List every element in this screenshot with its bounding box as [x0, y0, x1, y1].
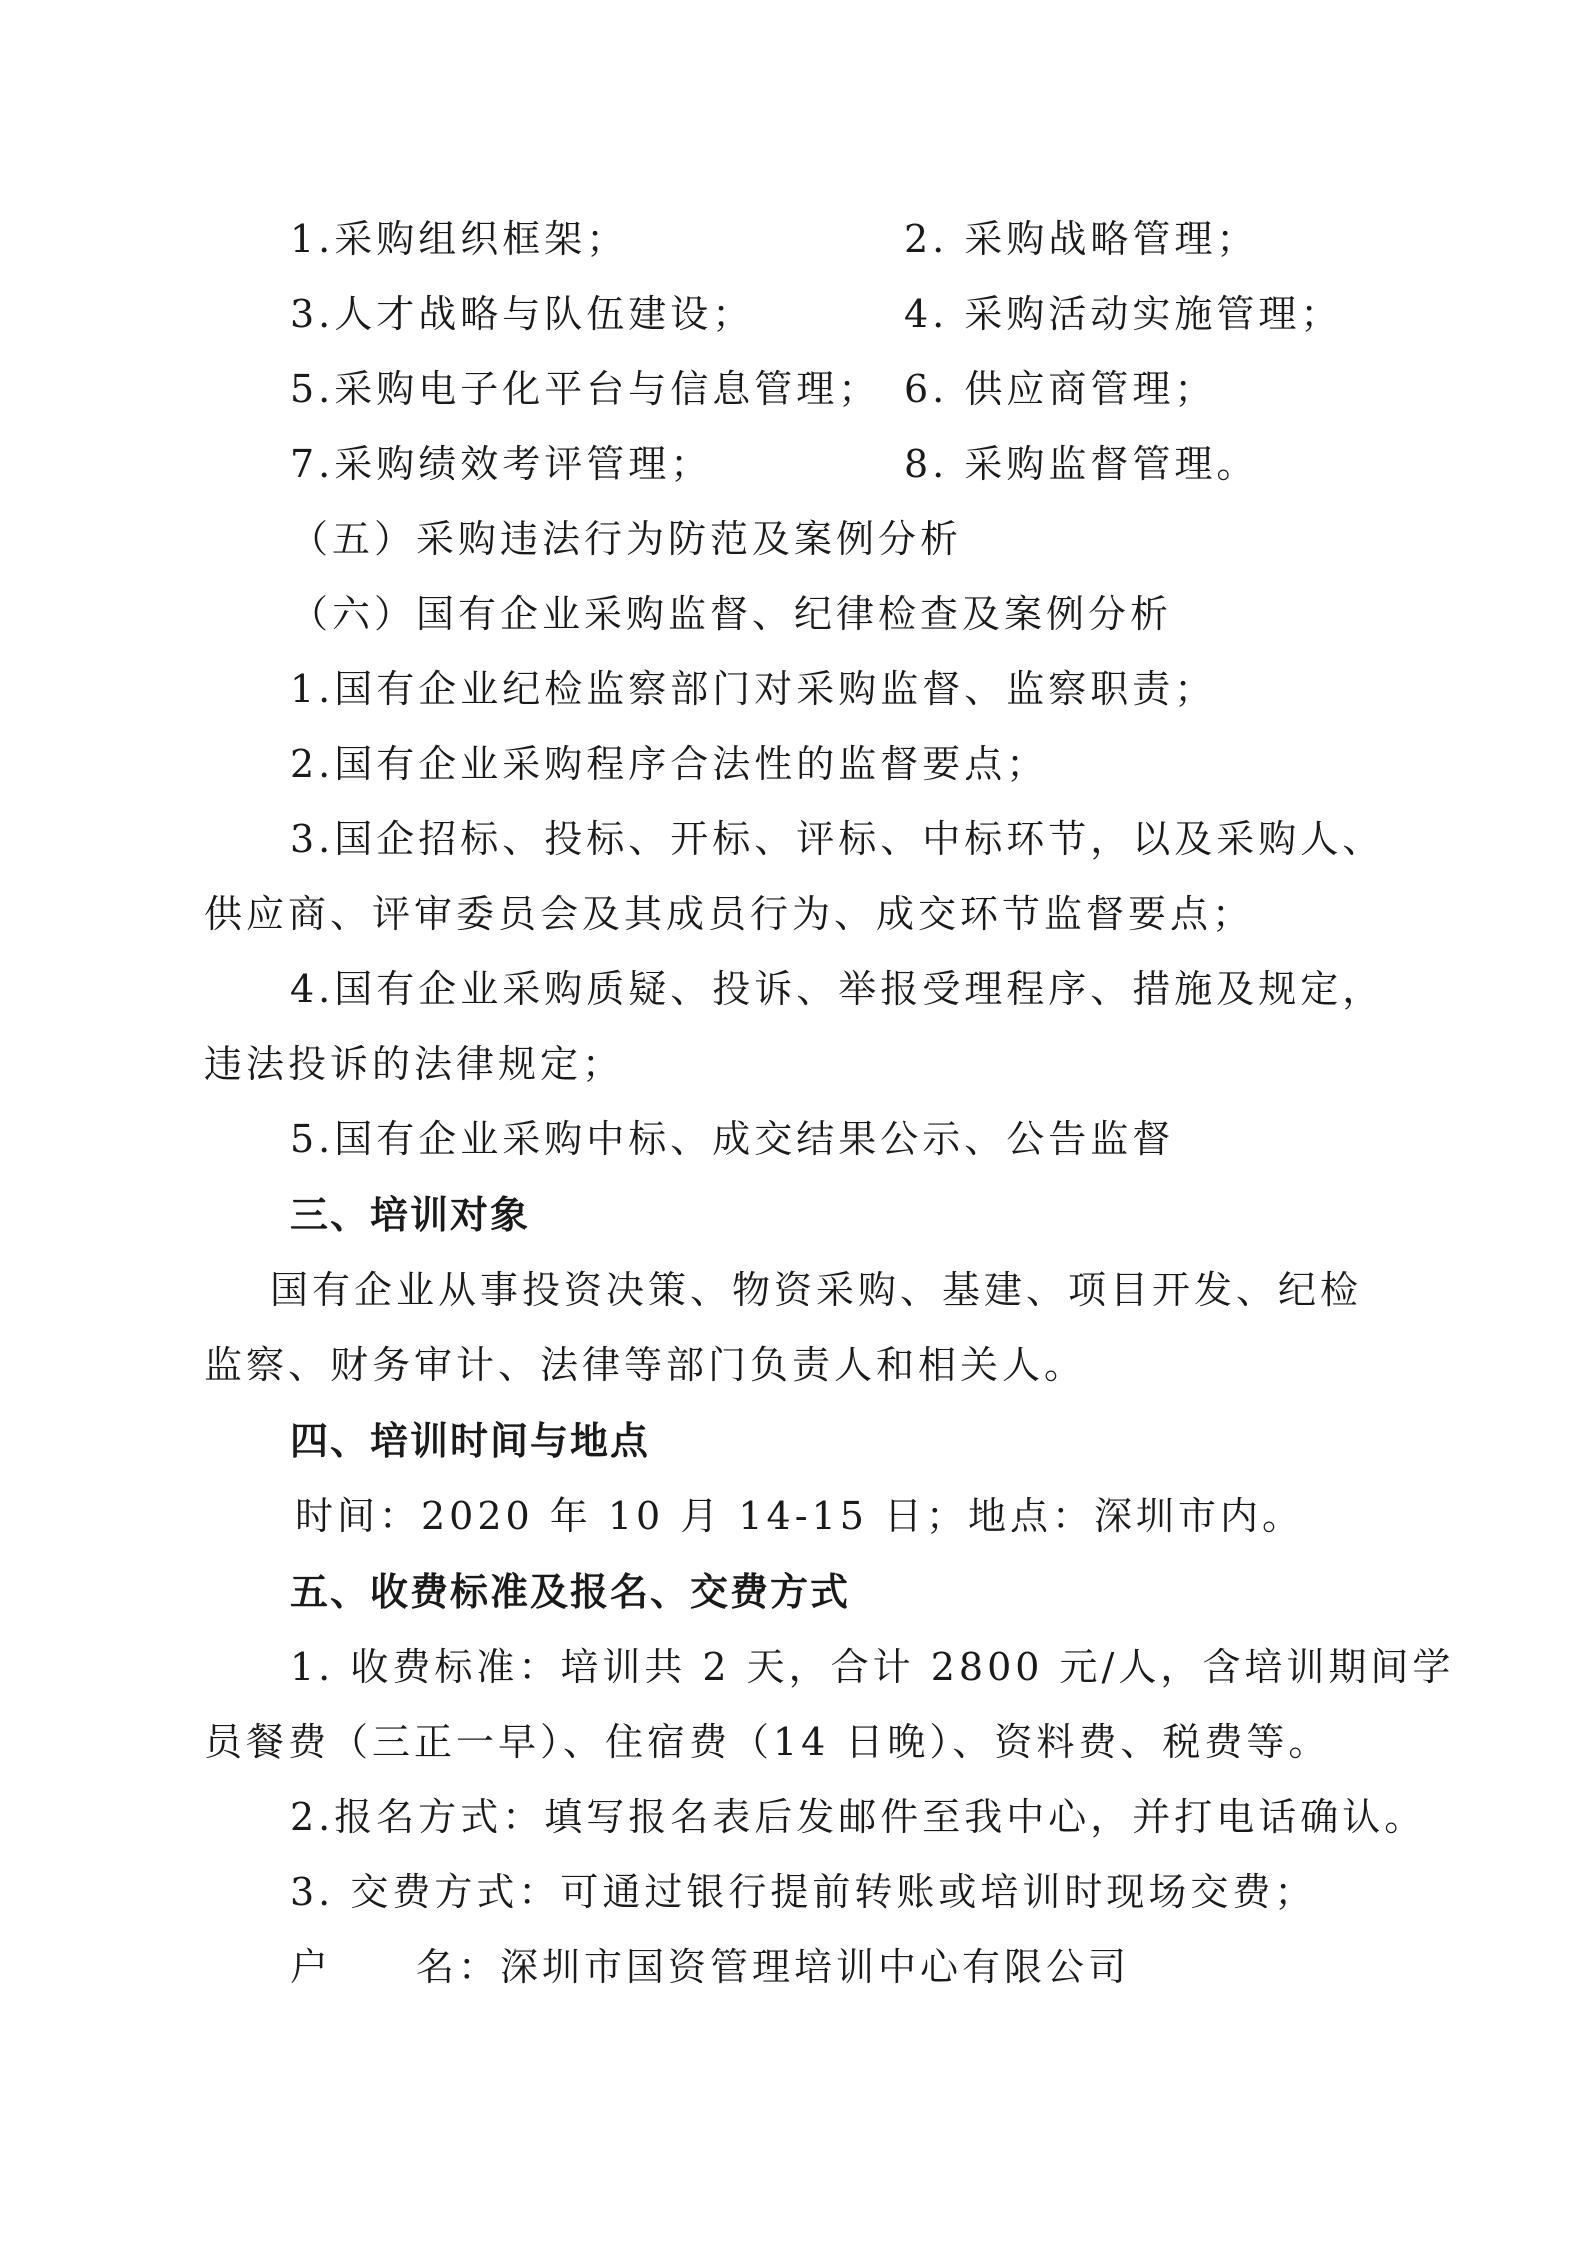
account-row	[290, 1941, 1130, 1993]
fee-text: 3. 交费方式：可通过银行提前转账或培训时现场交费；	[290, 1870, 1317, 1914]
account-name: 深圳市国资管理培训中心有限公司	[500, 1945, 1131, 1989]
section-six-item: 5.国有企业采购中标、成交结果公示、公告监督	[290, 1117, 1175, 1161]
section-six-item: 2.国有企业采购程序合法性的监督要点；	[290, 742, 1049, 786]
section-six-item: 3.国企招标、投标、开标、评标、中标环节，以及采购人、	[290, 817, 1385, 861]
list-item-left: 3.人才战略与队伍建设；	[290, 292, 755, 336]
list-item-left: 1.采购组织框架；	[290, 217, 629, 261]
fee-text: 2.报名方式：填写报名表后发邮件至我中心，并打电话确认。	[290, 1795, 1427, 1839]
target-text: 监察、财务审计、法律等部门负责人和相关人。	[204, 1343, 1087, 1387]
list-item-right: 8. 采购监督管理。	[904, 442, 1259, 486]
list-item-right: 2. 采购战略管理；	[904, 217, 1259, 261]
section-six-item: 1.国有企业纪检监察部门对采购监督、监察职责；	[290, 667, 1217, 711]
section-six-item: 违法投诉的法律规定；	[204, 1042, 625, 1086]
list-item-left: 5.采购电子化平台与信息管理；	[290, 367, 881, 411]
account-label: 户 名：	[290, 1945, 501, 1989]
time-text: 时间：2020 年 10 月 14-15 日；	[295, 1494, 969, 1538]
place-text: 地点：深圳市内。	[968, 1494, 1305, 1538]
target-text: 国有企业从事投资决策、物资采购、基建、项目开发、纪检	[270, 1268, 1363, 1312]
heading-training-target: 三、培训对象	[290, 1193, 531, 1237]
heading-time-place: 四、培训时间与地点	[290, 1419, 651, 1463]
heading-fee: 五、收费标准及报名、交费方式	[290, 1570, 851, 1614]
fee-text: 1. 收费标准：培训共 2 天，合计 2800 元/人，含培训期间学	[290, 1645, 1455, 1689]
list-item-right: 4. 采购活动实施管理；	[904, 292, 1343, 336]
list-item-right: 6. 供应商管理；	[904, 367, 1217, 411]
section-six-title: （六）国有企业采购监督、纪律检查及案例分析	[290, 592, 1173, 636]
list-item-left: 7.采购绩效考评管理；	[290, 442, 713, 486]
fee-text: 员餐费（三正一早）、住宿费（14 日晚）、资料费、税费等。	[204, 1720, 1331, 1764]
section-six-item: 4.国有企业采购质疑、投诉、举报受理程序、措施及规定，	[290, 967, 1385, 1011]
section-six-item: 供应商、评审委员会及其成员行为、成交环节监督要点；	[204, 892, 1255, 936]
section-five-title: （五）采购违法行为防范及案例分析	[290, 517, 963, 561]
